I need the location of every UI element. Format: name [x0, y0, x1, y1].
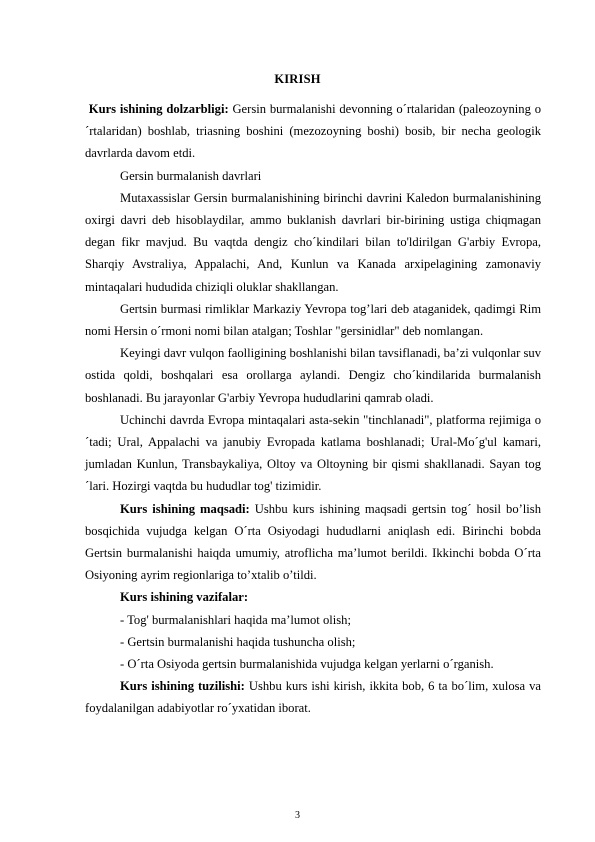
tasks-list [85, 609, 541, 676]
paragraph-first-period [85, 187, 541, 298]
periods-heading-text: Gersin burmalanish davrlari [120, 168, 262, 183]
list-item: - Tog' burmalanishlari haqida ma’lumot olish; [120, 612, 351, 627]
paragraph-second-period [85, 342, 541, 409]
paragraph-periods-heading [85, 165, 541, 187]
paragraph-third-period [85, 409, 541, 498]
name-origin-text: Gertsin burmasi rimliklar Markaziy Yevropa tog’lari deb ataganidek, qadimgi Rim nomi Hersin o´rmoni nomi bilan atalgan; Toshlar "gersinidlar" deb nomlangan. [85, 301, 541, 339]
list-item: - Gertsin burmalanishi haqida tushuncha olish; [120, 634, 356, 649]
paragraph-structure [85, 675, 541, 719]
structure-label: Kurs ishining tuzilishi: [120, 679, 245, 694]
tasks-label: Kurs ishining vazifalar: [120, 590, 249, 605]
list-item: - O´rta Osiyoda gertsin burmalanishida vujudga kelgan yerlarni o´rganish. [120, 657, 494, 672]
paragraph-name-origin [85, 298, 541, 342]
goal-text: Ushbu kurs ishining maqsadi gertsin tog´ hosil bo’lish bosqichida vujudga kelgan O´rta Osiyodagi hududlarni aniqlash edi. Birinchi bobda Gertsin burmalanishi haiqda umumiy, atroflicha ma’lumot berildi. Ikkinchi bobda O´rta Osiyoning ayrim regionlariga to’xtalib o’tildi. [85, 501, 541, 583]
paragraph-goal [85, 498, 541, 587]
relevance-label: Kurs ishining dolzarbligi: [88, 102, 229, 116]
second-period-text: Keyingi davr vulqon faolligining boshlanishi bilan tavsiflanadi, ba’zi vulqonlar suv ostida qoldi, boshqalari esa orollarga aylandi. Dengiz cho´kindilarida burmalanish boshlanadi. Bu jarayonlar G'arbiy Yevropa hududlarini qamrab oladi. [85, 346, 541, 405]
third-period-text: Uchinchi davrda Evropa mintaqalari asta-sekin "tinchlanadi", platforma rejimiga o´tadi; Ural, Appalachi va janubiy Evropada katlama boshlanadi; Ural-Mo´g'ul kamari, jumladan Kunlun, Transbaykaliya, Oltoy va Oltoyning bir qismi shakllanadi. Sayan tog´lari. Hozirgi vaqtda bu hududlar tog' tizimidir. [85, 412, 541, 494]
paragraph-tasks-heading [85, 586, 541, 608]
structure-text: Ushbu kurs ishi kirish, ikkita bob, 6 ta bo´lim, xulosa va foydalanilgan adabiyotlar ro´yxatidan iborat. [85, 679, 541, 716]
document-body [85, 98, 541, 720]
page-title: KIRISH [274, 72, 321, 86]
goal-label: Kurs ishining maqsadi: [120, 501, 250, 516]
relevance-text: Gersin burmalanishi devonning o´rtalaridan (paleozoyning o´rtalaridan) boshlab, triasning boshini (mezozoyning boshi) bosib, bir necha geologik davrlarda davom etdi. [85, 102, 541, 161]
paragraph-relevance [85, 98, 541, 165]
first-period-text: Mutaxassislar Gersin burmalanishining birinchi davrini Kaledon burmalanishining oxirgi davri deb hisoblaydilar, ammo buklanish davrlari bir-birining ustiga chiqmagan degan fikr mavjud. Bu vaqtda dengiz cho´kindilari bilan to'ldirilgan G'arbiy Evropa, Sharqiy Avstraliya, Appalachi, And, Kunlun va Kanada arxipelagining zamonaviy mintaqalari hududida chiziqli oluklar shakllangan. [85, 190, 541, 294]
page-number: 3 [295, 810, 300, 821]
